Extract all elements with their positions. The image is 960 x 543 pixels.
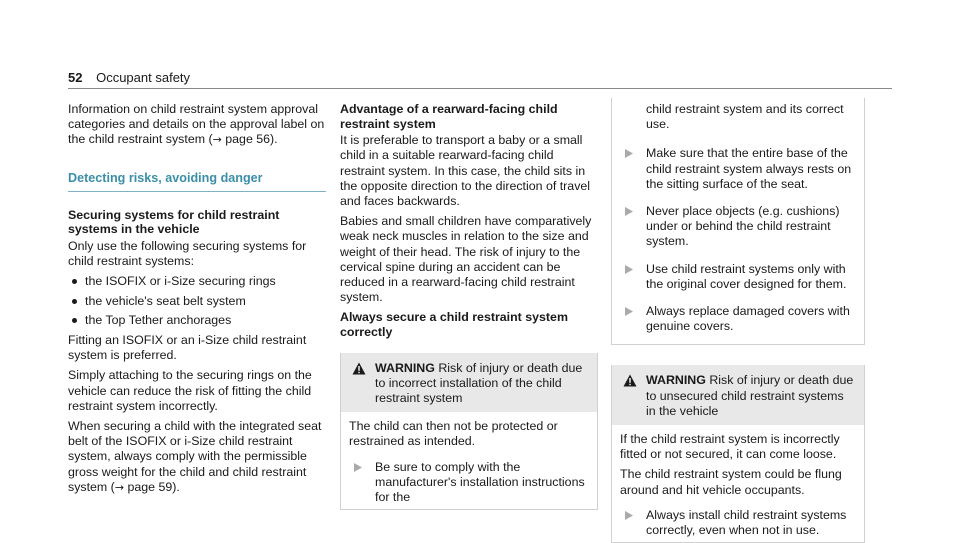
warning-text: The child restraint system could be flung around and hit vehicle occupants. (620, 467, 842, 497)
paragraph: Babies and small children have comparatively weak neck muscles in relation to the size and weight of their head. The risk of injury to the cervical spine during an accident can be reduced in a rearward-facing child restraint system. (340, 214, 592, 305)
header-divider (68, 88, 892, 89)
page-header (68, 70, 190, 85)
paragraph: Simply attaching to the securing rings on the vehicle can reduce the risk of fitting the child restraint system incorrectly. (68, 368, 312, 413)
warning-step (620, 102, 856, 132)
page-number: 52 (68, 70, 83, 85)
paragraph: It is preferable to transport a baby or a small child in a suitable rearward-facing child restraint system. In this case, the child sits in the opposite direction to the direction of travel and faces backwards. (340, 133, 591, 208)
warning-text: The child can then not be protected or restrained as intended. (349, 419, 558, 449)
page-ref-arrow: → (114, 480, 125, 494)
warning-triangle-icon (352, 362, 366, 375)
warning-header (612, 365, 864, 425)
warning-triangle-icon (623, 374, 637, 387)
bullet-icon (72, 299, 77, 304)
sub-heading: Advantage of a rearward-facing child restraint system (340, 102, 558, 131)
warning-step-text: Always install child restraint systems correctly, even when not in use. (646, 507, 847, 538)
warning-step-text: child restraint system and its correct use. (646, 102, 844, 132)
warning-step (620, 262, 856, 292)
list-item-text: the vehicle's seat belt system (85, 293, 246, 308)
warning-step-text: Always replace damaged covers with genuine covers. (646, 304, 850, 334)
warning-label: WARNING (375, 360, 435, 375)
warning-label: WARNING (646, 373, 706, 388)
list-item (68, 294, 326, 309)
warning-step (620, 146, 856, 192)
warning-step-text: Be sure to comply with the manufacturer's installation instructions for the (375, 459, 585, 505)
step-arrow-icon (625, 207, 633, 216)
warning-continuation-box (611, 98, 865, 345)
warning-title: Risk of injury or death due to unsecured child restraint systems in the vehicle (646, 373, 854, 418)
warning-title-line (349, 361, 589, 407)
paragraph: Only use the following securing systems for child restraint systems: (68, 239, 307, 269)
list-item-text: the Top Tether anchorages (85, 312, 232, 327)
warning-step (349, 460, 589, 506)
warning-title: Risk of injury or death due to incorrect installation of the child restraint system (375, 360, 583, 406)
warning-step (620, 304, 856, 334)
paragraph-text: When securing a child with the integrated seat belt of the ISOFIX or i-Size child restraint system, always comply with the permissible gross weight for the child and child restraint system ( (68, 419, 322, 494)
column-3 (611, 98, 865, 543)
step-arrow-icon (625, 149, 633, 158)
paragraph (68, 419, 326, 495)
column-1 (68, 102, 326, 500)
warning-title-line (620, 373, 856, 419)
warning-step-text: Never place objects (e.g. cushions) under or behind the child restraint system. (646, 204, 840, 249)
sub-heading: Always secure a child restraint system correctly (340, 310, 568, 340)
step-arrow-icon (625, 307, 633, 316)
bullet-icon (72, 279, 77, 284)
warning-body (612, 425, 864, 538)
step-arrow-icon (625, 265, 633, 274)
page-ref-link[interactable]: page 59). (124, 479, 180, 494)
list-item (68, 274, 326, 289)
intro-paragraph (68, 102, 326, 148)
warning-step-text: Use child restraint systems only with the original cover designed for them. (646, 261, 847, 291)
intro-text: Information on child restraint system approval categories and details on the approval label on the child restraint system ( (68, 102, 325, 147)
warning-box (340, 353, 598, 511)
step-arrow-icon (354, 463, 362, 472)
warning-step-text: Make sure that the entire base of the child restraint system always rests on the sitting surface of the seat. (646, 146, 852, 191)
list-item (68, 313, 326, 328)
bullet-list (68, 274, 326, 328)
section-divider (68, 191, 326, 192)
page-ref-link[interactable]: page 56). (221, 132, 278, 147)
page-ref-arrow: → (212, 133, 222, 147)
bullet-icon (72, 318, 77, 323)
column-2 (340, 102, 598, 510)
section-heading: Detecting risks, avoiding danger (68, 170, 263, 185)
warning-step (620, 508, 856, 538)
step-arrow-icon (625, 511, 633, 520)
warning-header (341, 353, 597, 413)
warning-body (341, 412, 597, 505)
paragraph: Fitting an ISOFIX or an i-Size child restraint system is preferred. (68, 333, 307, 363)
section-title: Occupant safety (96, 70, 191, 85)
warning-step (620, 204, 856, 250)
warning-text: If the child restraint system is incorrectly fitted or not secured, it can come loose. (620, 432, 840, 462)
sub-heading: Securing systems for child restraint systems in the vehicle (68, 207, 280, 237)
list-item-text: the ISOFIX or i-Size securing rings (85, 274, 276, 289)
warning-box (611, 365, 865, 543)
